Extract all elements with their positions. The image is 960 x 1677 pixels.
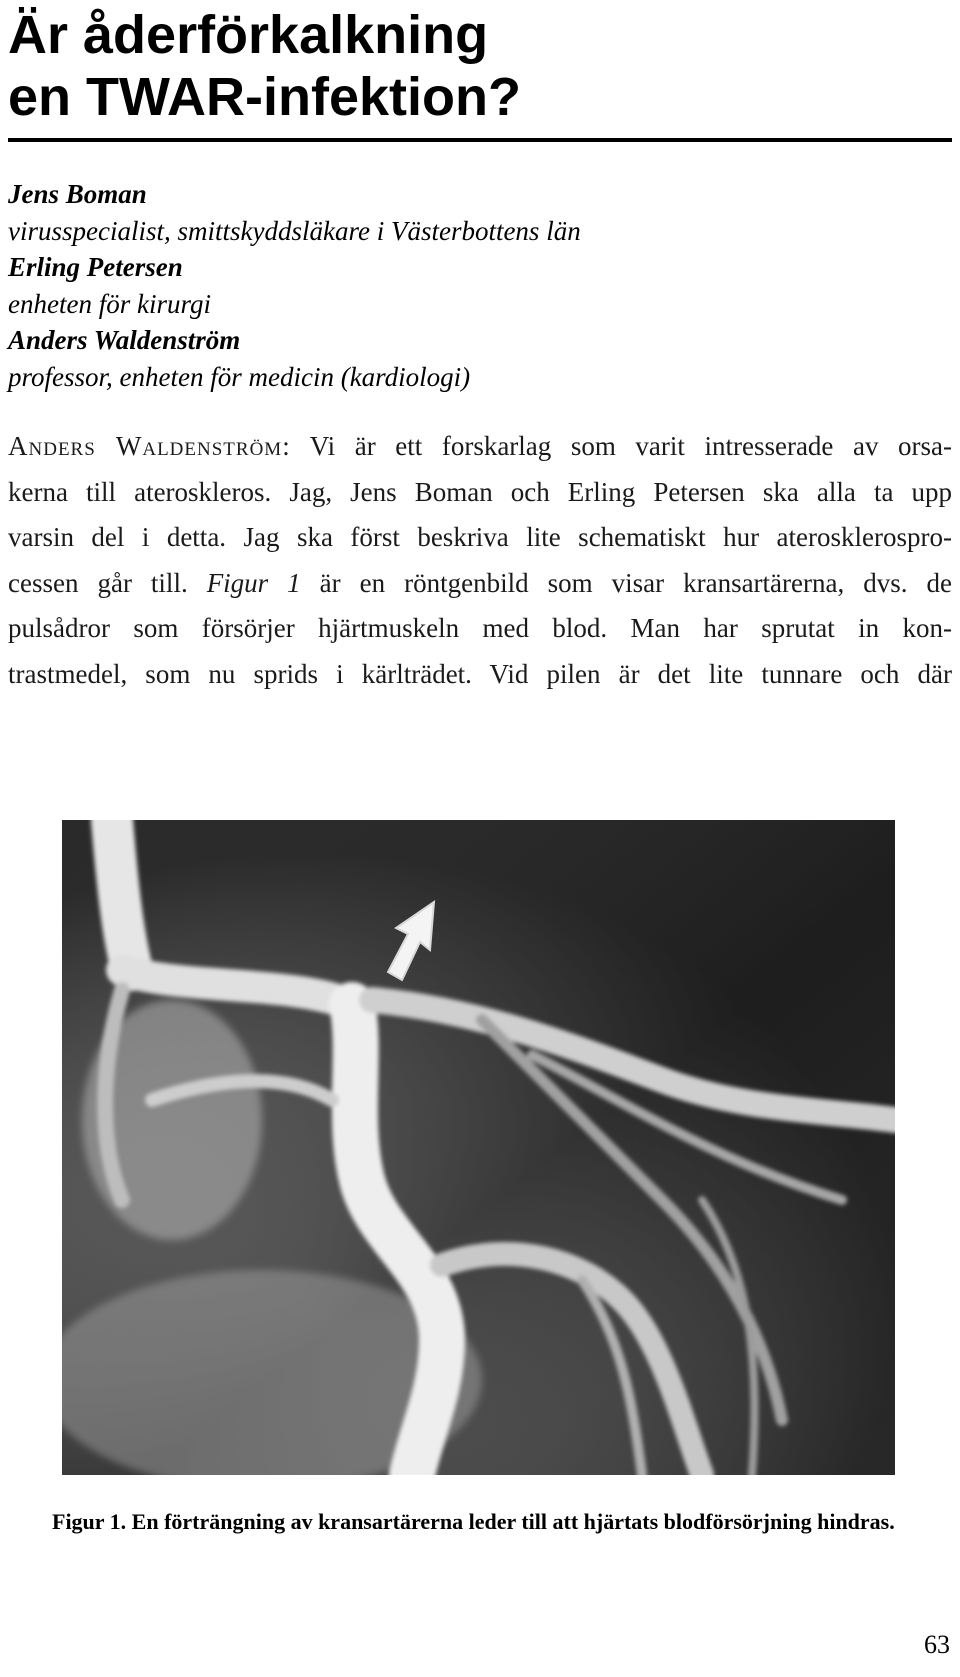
- page-number: 63: [924, 1630, 950, 1659]
- body-line: Anders Waldenström: Vi är ett forskarlag som varit intresserade av orsa-: [8, 431, 953, 461]
- body-line: pulsådror som försörjer hjärtmuskeln med blod. Man har sprutat in kon-: [8, 613, 952, 643]
- body-line: trastmedel, som nu sprids i kärlträdet. Vid pilen är det lite tunnare och där: [8, 658, 952, 689]
- figure-caption: [52, 1508, 932, 1536]
- caption-text: En förträngning av kransartärerna leder till att hjärtats blodförsörjning hindras.: [126, 1509, 895, 1534]
- figure-reference: Figur 1: [206, 567, 301, 598]
- speaker-name: Anders Waldenström:: [8, 431, 291, 461]
- title-line-2: en TWAR-infektion?: [8, 67, 521, 127]
- article-title: [8, 4, 948, 128]
- body-line: kerna till ateroskleros. Jag, Jens Boman och Erling Petersen ska alla ta upp: [8, 476, 952, 507]
- author-name: Erling Petersen: [8, 252, 183, 282]
- title-line-1: Är åderförkalkning: [8, 5, 489, 65]
- body-line: varsin del i detta. Jag ska först beskriva lite schematiskt hur aterosklerospro-: [8, 522, 952, 552]
- author-list: [8, 176, 948, 395]
- body-text: [8, 424, 952, 697]
- author-name: Jens Boman: [8, 179, 147, 209]
- author-role: professor, enheten för medicin (kardiologi): [8, 361, 471, 392]
- title-rule: [8, 138, 952, 142]
- body-line: cessen går till. Figur 1 är en röntgenbild som visar kransartärerna, dvs. de: [8, 567, 952, 598]
- angiogram-figure: [62, 820, 895, 1475]
- author-role: enheten för kirurgi: [8, 288, 211, 319]
- author-role: virusspecialist, smittskyddsläkare i Västerbottens län: [8, 215, 581, 246]
- angiogram-image: [62, 820, 895, 1475]
- caption-label: Figur 1.: [52, 1509, 127, 1534]
- author-name: Anders Waldenström: [8, 325, 241, 355]
